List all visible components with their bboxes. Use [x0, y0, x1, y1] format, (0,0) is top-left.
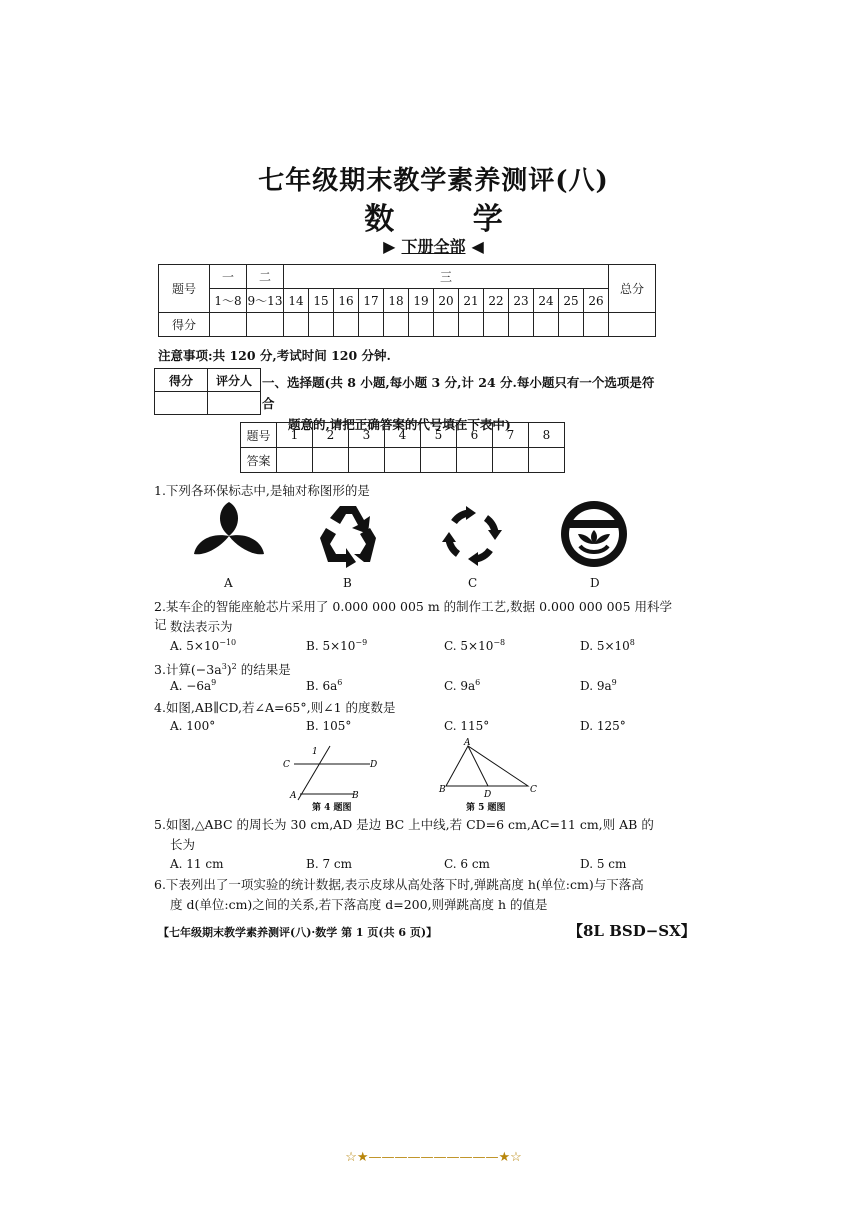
question-3-option-b: B. $6a^6$: [306, 678, 343, 693]
fig4-label-1: 1: [312, 747, 318, 757]
fig5-label-c: C: [530, 785, 537, 795]
question-6-line2: 度 d(单位:cm)之间的关系,若下落高度 d=200,则弹跳高度 h 的值是: [170, 897, 548, 912]
score-cell[interactable]: [484, 313, 509, 337]
question-5-option-a: A. 11 cm: [170, 857, 224, 871]
question-number-cell: 24: [534, 289, 559, 313]
score-table-row-label: 题号: [159, 265, 210, 313]
answer-cell[interactable]: [313, 448, 349, 473]
answer-number-cell: 3: [349, 423, 385, 448]
scope-right-mark: ◀: [471, 237, 484, 256]
score-cell[interactable]: [459, 313, 484, 337]
question-number-cell: 16: [334, 289, 359, 313]
question-6-line1: 6.下表列出了一项实验的统计数据,表示皮球从高处落下时,弹跳高度 h(单位:cm)与下落高: [154, 877, 644, 892]
option-a-leaf-logo-icon: [190, 500, 268, 570]
question-number-cell: 14: [284, 289, 309, 313]
question-5-figure-caption: 第 5 题图: [466, 803, 506, 813]
range-9-13: 9～13: [247, 289, 284, 313]
score-cell[interactable]: [309, 313, 334, 337]
grader-score-label: 得分: [155, 369, 208, 392]
answer-number-cell: 4: [385, 423, 421, 448]
scope-left-mark: ▶: [383, 237, 396, 256]
score-cell[interactable]: [359, 313, 384, 337]
grader-reviewer-label: 评分人: [208, 369, 261, 392]
grader-score-cell[interactable]: [155, 392, 208, 415]
question-4-figure-caption: 第 4 题图: [312, 803, 352, 813]
answer-cell[interactable]: [349, 448, 385, 473]
score-cell[interactable]: [584, 313, 609, 337]
section-three: 三: [284, 265, 609, 289]
question-5-option-d: D. 5 cm: [580, 857, 627, 871]
grader-table: [154, 368, 261, 415]
section-one: 一: [210, 265, 247, 289]
question-5-line2: 长为: [170, 837, 196, 852]
option-c-circular-arrows-icon: [440, 504, 504, 568]
notice: 注意事项:共 120 分,考试时间 120 分钟.: [158, 348, 391, 363]
score-cell[interactable]: [284, 313, 309, 337]
score-cell[interactable]: [210, 313, 247, 337]
section-one-heading-line1: 一、选择题(共 8 小题,每小题 3 分,计 24 分.每小题只有一个选项是符合: [262, 375, 655, 411]
answer-cell[interactable]: [457, 448, 493, 473]
section-one-heading-line2: 题意的,请把正确答案的代号填在下表中): [288, 417, 511, 432]
answer-number-cell: 7: [493, 423, 529, 448]
fig5-label-d: D: [484, 790, 492, 800]
subject-title: 数 学: [364, 202, 537, 237]
answer-table-row-label: 题号: [241, 423, 277, 448]
fig4-label-c: C: [283, 760, 290, 770]
score-label: 得分: [159, 313, 210, 337]
answer-number-cell: 2: [313, 423, 349, 448]
question-4-text: 4.如图,AB∥CD,若∠A=65°,则∠1 的度数是: [154, 700, 396, 715]
question-number-cell: 21: [459, 289, 484, 313]
question-number-cell: 17: [359, 289, 384, 313]
score-cell[interactable]: [509, 313, 534, 337]
exam-title: 七年级期末教学素养测评(八): [258, 166, 609, 196]
fig5-label-b: B: [439, 785, 446, 795]
question-5-line1: 5.如图,△ABC 的周长为 30 cm,AD 是边 BC 上中线,若 CD=6 cm,AC=11 cm,则 AB 的: [154, 817, 654, 832]
fig5-label-a: A: [464, 738, 471, 748]
answer-cell[interactable]: [421, 448, 457, 473]
option-d-label: D: [590, 576, 600, 590]
score-cell[interactable]: [534, 313, 559, 337]
question-5-option-b: B. 7 cm: [306, 857, 352, 871]
score-cell[interactable]: [334, 313, 359, 337]
question-2-option-c: C. $5\times 10^{-8}$: [444, 638, 506, 653]
answer-number-cell: 5: [421, 423, 457, 448]
question-number-cell: 25: [559, 289, 584, 313]
score-cell[interactable]: [409, 313, 434, 337]
fig4-label-d: D: [370, 760, 378, 770]
question-number-cell: 20: [434, 289, 459, 313]
option-d-ring-emblem-icon: [560, 500, 628, 568]
score-cell[interactable]: [247, 313, 284, 337]
answer-table: [240, 422, 565, 473]
answer-cell[interactable]: [493, 448, 529, 473]
answer-number-cell: 8: [529, 423, 565, 448]
option-b-label: B: [343, 576, 352, 590]
question-number-cell: 26: [584, 289, 609, 313]
option-a-label: A: [224, 576, 233, 590]
option-c-label: C: [468, 576, 478, 590]
question-4-option-d: D. 125°: [580, 719, 626, 733]
answer-number-cell: 1: [277, 423, 313, 448]
answer-number-cell: 6: [457, 423, 493, 448]
question-3-option-c: C. $9a^6$: [444, 678, 481, 693]
question-number-cell: 23: [509, 289, 534, 313]
question-4-option-a: A. 100°: [170, 719, 216, 733]
fig4-label-b: B: [352, 791, 359, 801]
question-2-line1: 2.某车企的智能座舱芯片采用了 0.000 000 005 m 的制作工艺,数据 0.000 000 005 用科学记: [154, 599, 673, 632]
question-number-cell: 15: [309, 289, 334, 313]
question-2-option-b: B. $5\times 10^{-9}$: [306, 638, 368, 653]
question-number-cell: 22: [484, 289, 509, 313]
fig4-label-a: A: [290, 791, 297, 801]
range-1-8: 1～8: [210, 289, 247, 313]
question-3-option-a: A. $-6a^9$: [170, 678, 217, 693]
question-number-cell: 18: [384, 289, 409, 313]
scope-text: 下册全部: [401, 237, 466, 256]
scope-label: [0, 234, 867, 257]
score-cell[interactable]: [434, 313, 459, 337]
answer-cell[interactable]: [277, 448, 313, 473]
bottom-star-decoration: ☆★——————————★☆: [345, 1150, 522, 1165]
question-4-option-b: B. 105°: [306, 719, 352, 733]
score-cell[interactable]: [559, 313, 584, 337]
question-4-option-c: C. 115°: [444, 719, 490, 733]
question-number-cell: 19: [409, 289, 434, 313]
score-cell[interactable]: [384, 313, 409, 337]
footer-page-info: 【七年级期末教学素养测评(八)·数学 第 1 页(共 6 页)】: [158, 926, 438, 939]
total-label: 总分: [609, 265, 656, 313]
question-3-text: 3.计算$(-3a^3)^2$ 的结果是: [154, 662, 291, 678]
footer-code: 【8L BSD−SX】: [568, 922, 696, 940]
question-2-option-d: D. $5\times 10^8$: [580, 638, 635, 653]
question-5-figure: [436, 736, 542, 800]
question-5-option-c: C. 6 cm: [444, 857, 490, 871]
option-b-recycle-icon: [312, 500, 384, 570]
question-3-option-d: D. $9a^9$: [580, 678, 617, 693]
question-2-line2: 数法表示为: [170, 619, 233, 634]
grader-reviewer-cell[interactable]: [208, 392, 261, 415]
answer-cell[interactable]: [529, 448, 565, 473]
question-1-text: 1.下列各环保标志中,是轴对称图形的是: [154, 483, 370, 498]
section-two: 二: [247, 265, 284, 289]
answer-label: 答案: [241, 448, 277, 473]
score-table: [158, 264, 656, 337]
answer-cell[interactable]: [385, 448, 421, 473]
question-2-option-a: A. $5\times 10^{-10}$: [170, 638, 237, 653]
total-score-cell[interactable]: [609, 313, 656, 337]
